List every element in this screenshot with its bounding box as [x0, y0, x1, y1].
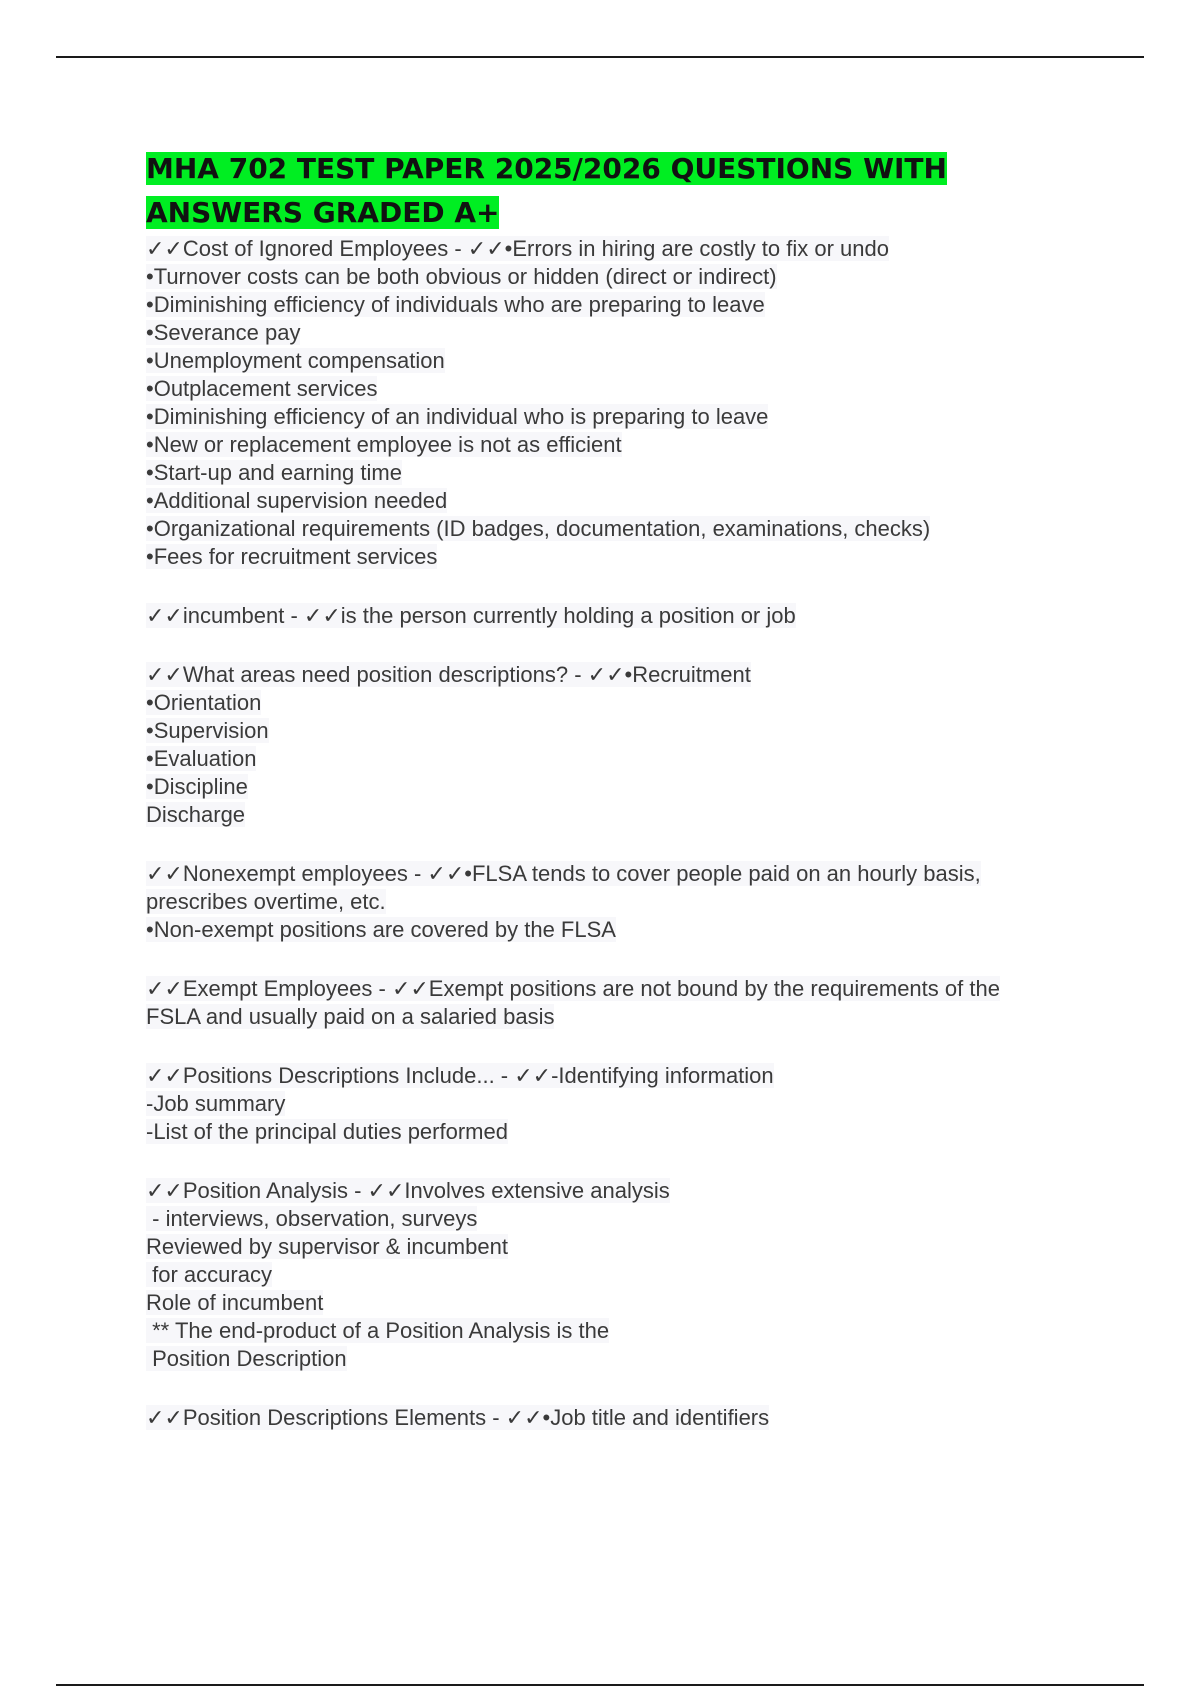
qa-line — [146, 543, 1096, 571]
qa-line-text: ✓✓Exempt Employees - ✓✓Exempt positions are not bound by the requirements of the — [146, 976, 1000, 1001]
qa-line-text: •Outplacement services — [146, 376, 378, 401]
qa-line-text: ✓✓incumbent - ✓✓is the person currently holding a position or job — [146, 603, 796, 628]
qa-line — [146, 1177, 1096, 1205]
qa-line — [146, 689, 1096, 717]
qa-line-text: •Start-up and earning time — [146, 460, 402, 485]
qa-line-text: ✓✓Nonexempt employees - ✓✓•FLSA tends to cover people paid on an hourly basis, — [146, 861, 981, 886]
document-body — [146, 147, 1096, 1432]
qa-line — [146, 1118, 1096, 1146]
qa-line — [146, 1062, 1096, 1090]
qa-line-text: ✓✓Positions Descriptions Include... - ✓✓-Identifying information — [146, 1063, 774, 1088]
qa-line-text: •Turnover costs can be both obvious or hidden (direct or indirect) — [146, 264, 777, 289]
qa-block-position-descriptions-areas — [146, 661, 1096, 829]
qa-line — [146, 773, 1096, 801]
qa-line — [146, 1233, 1096, 1261]
qa-line — [146, 319, 1096, 347]
top-rule — [56, 56, 1144, 58]
qa-line-text: •Unemployment compensation — [146, 348, 445, 373]
qa-line-text: •Fees for recruitment services — [146, 544, 438, 569]
qa-line-text: •Discipline — [146, 774, 248, 799]
qa-line-text: •Non-exempt positions are covered by the FLSA — [146, 917, 616, 942]
block-gap — [146, 829, 1096, 860]
title-line-2: ANSWERS GRADED A+ — [146, 196, 500, 229]
qa-line — [146, 1345, 1096, 1373]
qa-line — [146, 431, 1096, 459]
qa-block-positions-descriptions-include — [146, 1062, 1096, 1146]
qa-line-text: Position Description — [146, 1346, 347, 1371]
qa-line — [146, 1090, 1096, 1118]
qa-line — [146, 235, 1096, 263]
qa-line-text: FSLA and usually paid on a salaried basis — [146, 1004, 555, 1029]
qa-line — [146, 375, 1096, 403]
qa-line — [146, 1003, 1096, 1031]
qa-line — [146, 745, 1096, 773]
qa-line — [146, 487, 1096, 515]
qa-line — [146, 916, 1096, 944]
qa-line — [146, 1317, 1096, 1345]
qa-line-text: •Organizational requirements (ID badges, documentation, examinations, checks) — [146, 516, 931, 541]
qa-line — [146, 801, 1096, 829]
qa-line — [146, 263, 1096, 291]
qa-line-text: ✓✓Position Descriptions Elements - ✓✓•Job title and identifiers — [146, 1405, 770, 1430]
qa-line — [146, 860, 1096, 888]
qa-line — [146, 403, 1096, 431]
qa-line — [146, 1205, 1096, 1233]
qa-block-position-descriptions-elements — [146, 1404, 1096, 1432]
qa-line — [146, 515, 1096, 543]
qa-line-text: •Severance pay — [146, 320, 301, 345]
qa-line-text: - interviews, observation, surveys — [146, 1206, 478, 1231]
qa-line-text: ✓✓Cost of Ignored Employees - ✓✓•Errors in hiring are costly to fix or undo — [146, 236, 889, 261]
qa-line-text: •Additional supervision needed — [146, 488, 448, 513]
qa-line — [146, 888, 1096, 916]
qa-block-nonexempt-employees — [146, 860, 1096, 944]
qa-line — [146, 602, 1096, 630]
qa-line — [146, 1404, 1096, 1432]
block-gap — [146, 1373, 1096, 1404]
qa-line — [146, 347, 1096, 375]
qa-line — [146, 661, 1096, 689]
bottom-rule — [56, 1684, 1144, 1686]
block-gap — [146, 1146, 1096, 1177]
qa-line — [146, 975, 1096, 1003]
qa-line-text: prescribes overtime, etc. — [146, 889, 386, 914]
qa-line — [146, 459, 1096, 487]
qa-line-text: •Diminishing efficiency of an individual who is preparing to leave — [146, 404, 769, 429]
block-gap — [146, 630, 1096, 661]
qa-line — [146, 717, 1096, 745]
qa-block-cost-of-ignored-employees — [146, 235, 1096, 571]
qa-block-exempt-employees — [146, 975, 1096, 1031]
qa-line-text: for accuracy — [146, 1262, 272, 1287]
block-gap — [146, 1031, 1096, 1062]
qa-line-text: -List of the principal duties performed — [146, 1119, 508, 1144]
qa-line — [146, 1289, 1096, 1317]
document-title — [146, 147, 1096, 235]
qa-block-position-analysis — [146, 1177, 1096, 1373]
qa-line-text: Discharge — [146, 802, 246, 827]
qa-line-text: •Supervision — [146, 718, 269, 743]
qa-line — [146, 1261, 1096, 1289]
title-line-1: MHA 702 TEST PAPER 2025/2026 QUESTIONS WITH — [146, 152, 947, 185]
qa-line-text: ** The end-product of a Position Analysis is the — [146, 1318, 610, 1343]
qa-list — [146, 235, 1096, 1432]
qa-line-text: Reviewed by supervisor & incumbent — [146, 1234, 508, 1259]
block-gap — [146, 944, 1096, 975]
block-gap — [146, 571, 1096, 602]
qa-line — [146, 291, 1096, 319]
qa-line-text: •Evaluation — [146, 746, 257, 771]
qa-line-text: Role of incumbent — [146, 1290, 324, 1315]
qa-line-text: -Job summary — [146, 1091, 286, 1116]
qa-block-incumbent — [146, 602, 1096, 630]
qa-line-text: ✓✓What areas need position descriptions? - ✓✓•Recruitment — [146, 662, 751, 687]
qa-line-text: •New or replacement employee is not as efficient — [146, 432, 622, 457]
qa-line-text: ✓✓Position Analysis - ✓✓Involves extensive analysis — [146, 1178, 670, 1203]
qa-line-text: •Orientation — [146, 690, 262, 715]
qa-line-text: •Diminishing efficiency of individuals who are preparing to leave — [146, 292, 765, 317]
